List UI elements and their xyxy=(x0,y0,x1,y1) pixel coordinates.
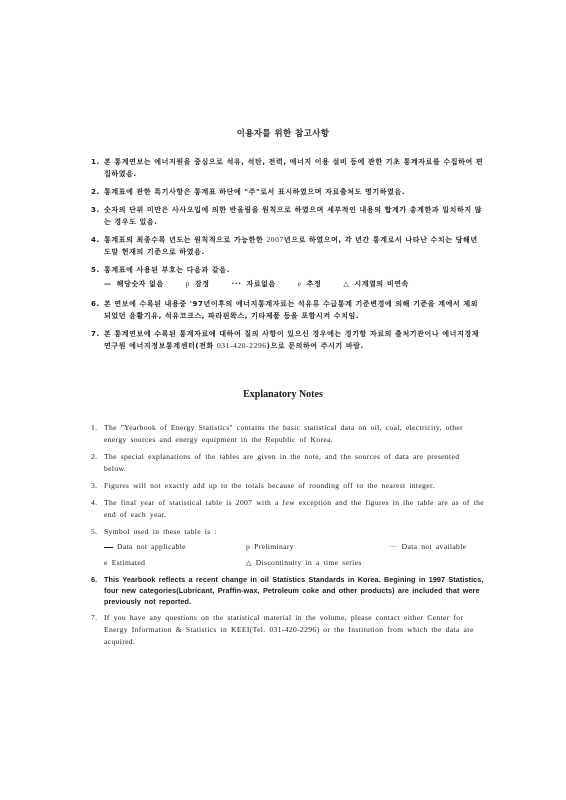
english-note-number: 5. xyxy=(91,527,98,536)
korean-note-text: 본 연보에 수록된 내용중 '97년이후의 에너지통계자료는 석유류 수급통계 기준변경에 의해 기준을 계에서 제외되었던 윤활기유, 석유코크스, 파라핀왁스, 기타제품 등을 포함시켜 수치임. xyxy=(104,300,479,320)
korean-symbol-label: 자료없음 xyxy=(246,280,276,288)
english-note-number: 7. xyxy=(91,613,98,622)
english-note-number: 1. xyxy=(91,423,98,432)
english-note-2 xyxy=(91,451,484,475)
english-note-number: 3. xyxy=(91,481,98,490)
dash-icon: — xyxy=(104,280,112,288)
english-note-5 xyxy=(91,526,484,569)
korean-symbol-estimated xyxy=(298,278,321,290)
english-note-text: Symbol used in these table is : xyxy=(104,527,217,536)
english-symbol-label: Discontinuity in a time series xyxy=(255,558,362,567)
korean-note-text-after: )으로 문의하여 주시기 바람. xyxy=(266,342,364,350)
english-note-number: 6. xyxy=(91,575,98,584)
english-note-7 xyxy=(91,612,484,648)
english-note-text: The "Yearbook of Energy Statistics" contains the basic statistical data on oil, coal, electricity, other energy sources and energy equipment in the Republic of Korea. xyxy=(104,423,464,444)
english-symbol-label: Estimated xyxy=(111,558,146,567)
korean-note-number: 7. xyxy=(91,330,100,338)
english-note-6 xyxy=(91,574,484,607)
ellipsis-icon: ··· xyxy=(231,280,242,288)
korean-note-2 xyxy=(91,186,484,198)
english-symbol-label: Preliminary xyxy=(254,542,294,551)
korean-note-1 xyxy=(91,156,484,180)
english-note-text: This Yearbook reflects a recent change in oil Statistics Standards in Korea. Begining in 1997 Statistics, four new categories(Lubricant, Praffin-wax, Petroleum coke and other products) are included that were previously not reported. xyxy=(104,575,484,606)
korean-note-5 xyxy=(91,264,484,290)
english-symbol-not-applicable xyxy=(104,541,246,553)
english-symbol-label: Data not available xyxy=(401,542,467,551)
korean-note-year: 2007 xyxy=(266,235,284,244)
letter-e-icon: e xyxy=(297,280,302,288)
korean-note-text: 숫자의 단위 미만은 사사오입에 의한 반올림을 원칙으로 하였으며 세부적인 내용의 합계가 총계한과 일치하지 않는 경우도 있음. xyxy=(104,206,483,226)
english-note-4 xyxy=(91,497,484,521)
korean-note-number: 5. xyxy=(91,266,100,274)
korean-note-text: 본 통계연보는 에너지원을 중심으로 석유, 석탄, 전력, 에너지 이용 설비 등에 관한 기초 통계자료를 수집하여 편집하였음. xyxy=(104,158,484,178)
english-note-number: 4. xyxy=(91,498,98,507)
english-note-text: Figures will not exactly add up to the totals because of rounding off to the nearest integer. xyxy=(104,481,435,490)
korean-symbol-not-applicable xyxy=(104,278,164,290)
english-symbol-not-available xyxy=(389,541,489,553)
korean-note-text: 통계표에 관한 특기사항은 통계표 하단에 "주"로서 표시하였으며 자료출처도 명기하였음. xyxy=(104,188,406,196)
korean-note-number: 3. xyxy=(91,206,100,214)
korean-symbol-label: 잠정 xyxy=(194,280,210,288)
english-note-text: The final year of statistical table is 2007 with a few exception and the figures in the table are as of the end of each year. xyxy=(104,498,484,519)
korean-note-number: 1. xyxy=(91,158,100,166)
english-symbol-discontinuity xyxy=(246,557,389,569)
korean-note-number: 6. xyxy=(91,300,100,308)
korean-symbol-label: 시계열의 비연속 xyxy=(354,280,409,288)
korean-symbol-not-available xyxy=(232,278,276,290)
english-note-1 xyxy=(91,422,484,446)
dash-icon xyxy=(104,547,113,548)
english-note-number: 2. xyxy=(91,452,98,461)
korean-note-4 xyxy=(91,234,484,258)
korean-note-text: 통계표에 사용된 부호는 다음과 같음. xyxy=(104,266,230,274)
english-note-3 xyxy=(91,480,484,492)
ellipsis-icon: ··· xyxy=(389,542,398,551)
korean-notes-list xyxy=(91,156,484,358)
triangle-icon: △ xyxy=(343,280,350,288)
korean-note-text-before: 통계표의 최종수록 년도는 원칙적으로 가능한한 xyxy=(104,236,267,244)
korean-note-text-after: 년으로 하였으며, 각 년간 통계로서 나타난 수치는 당해년도말 현재의 기준으로 하였음. xyxy=(104,236,478,256)
korean-notes-title: 이용자를 위한 참고사항 xyxy=(236,129,330,139)
korean-symbol-label: 해당숫자 없음 xyxy=(116,280,164,288)
english-symbol-estimated xyxy=(104,557,246,569)
english-symbol-preliminary xyxy=(246,541,389,553)
english-notes-title: Explanatory Notes xyxy=(243,389,323,400)
korean-note-text-before: 본 통계연보에 수록된 통계자료에 대하여 질의 사항이 있으신 경우에는 경기항 자료의 출처기관이나 에너지경제연구원 에너지정보통계센터(전화 xyxy=(104,330,480,350)
korean-symbol-discontinuity xyxy=(343,278,409,290)
korean-note-6 xyxy=(91,298,484,322)
korean-note-7 xyxy=(91,328,484,352)
english-notes-list xyxy=(91,422,484,653)
korean-symbol-preliminary xyxy=(186,278,210,290)
letter-e-icon: e xyxy=(104,558,108,567)
korean-note-number: 2. xyxy=(91,188,100,196)
triangle-icon: △ xyxy=(246,559,252,567)
english-note-text: If you have any questions on the statistical material in the volume, please contact either Center for Energy Information & Statistics in KEEI(Tel. 031-420-2296) or the Institution from which the data are acquired. xyxy=(104,613,474,646)
korean-symbol-legend xyxy=(104,278,484,290)
korean-note-phone: 031-420-2296 xyxy=(216,341,267,350)
korean-symbol-label: 추정 xyxy=(306,280,322,288)
letter-p-icon: p xyxy=(246,542,251,551)
english-symbol-label: Data not applicable xyxy=(117,542,186,551)
english-symbol-legend xyxy=(104,541,484,569)
english-note-text: The special explanations of the tables are given in the note, and the sources of data are presented below. xyxy=(104,452,460,473)
korean-note-number: 4. xyxy=(91,236,100,244)
letter-p-icon: p xyxy=(185,280,190,288)
korean-note-3 xyxy=(91,204,484,228)
